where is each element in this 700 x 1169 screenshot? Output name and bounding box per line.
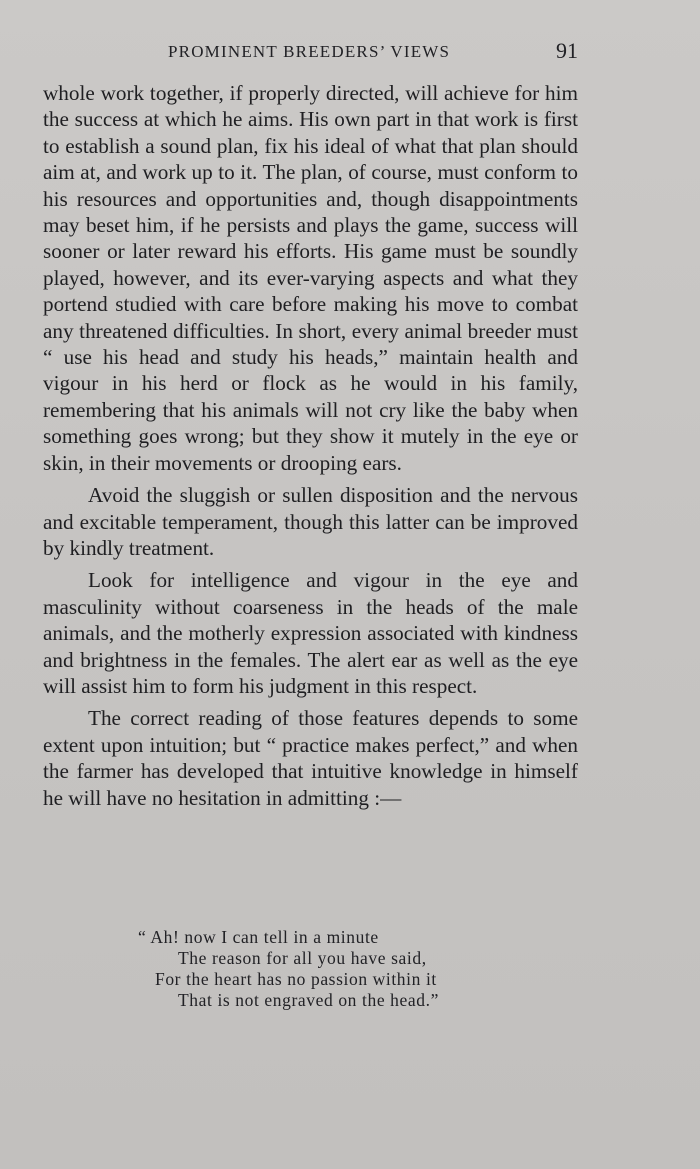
verse-line: For the heart has no passion within it xyxy=(155,969,437,989)
paragraph-disposition: Avoid the sluggish or sullen disposition and the nervous and excitable temperament, though this latter can be improved by kindly treatment. xyxy=(43,483,578,560)
verse-line: That is not engraved on the head.” xyxy=(178,990,439,1010)
page-number: 91 xyxy=(556,38,578,63)
running-head: PROMINENT BREEDERS’ VIEWS xyxy=(168,42,451,61)
body-text xyxy=(43,80,578,817)
paragraph-continuation: whole work together, if properly directed, will achieve for him the success at which he aims. His own part in that work is first to establish a sound plan, fix his ideal of what that plan should aim at, and work up to it. The plan, of course, must conform to his resources and opportunities and, though disappointments may beset him, if he persists and plays the game, success will sooner or later reward his efforts. His game must be soundly played, however, and its ever-varying aspects and what they portend studied with care before making his move to combat any threatened difficulties. In short, every animal breeder must “ use his head and study his heads,” maintain health and vigour in his herd or flock as he would in his family, remembering that his animals will not cry like the baby when something goes wrong; but they show it mutely in the eye or skin, in their movements or drooping ears. xyxy=(43,81,578,475)
page-header xyxy=(0,38,700,66)
paragraph-intuition: The correct reading of those features depends to some extent upon intuition; but “ practice makes perfect,” and when the farmer has developed that intuitive knowledge in himself he will have no hesitation in admitting :— xyxy=(43,706,578,810)
verse-line: The reason for all you have said, xyxy=(178,948,427,968)
verse-line: “ Ah! now I can tell in a minute xyxy=(138,927,379,947)
quoted-verse xyxy=(138,927,518,1011)
paragraph-intelligence: Look for intelligence and vigour in the eye and masculinity without coarseness in the heads of the male animals, and the motherly expression associated with kindness and brightness in the females. The alert ear as well as the eye will assist him to form his judgment in this respect. xyxy=(43,568,578,698)
